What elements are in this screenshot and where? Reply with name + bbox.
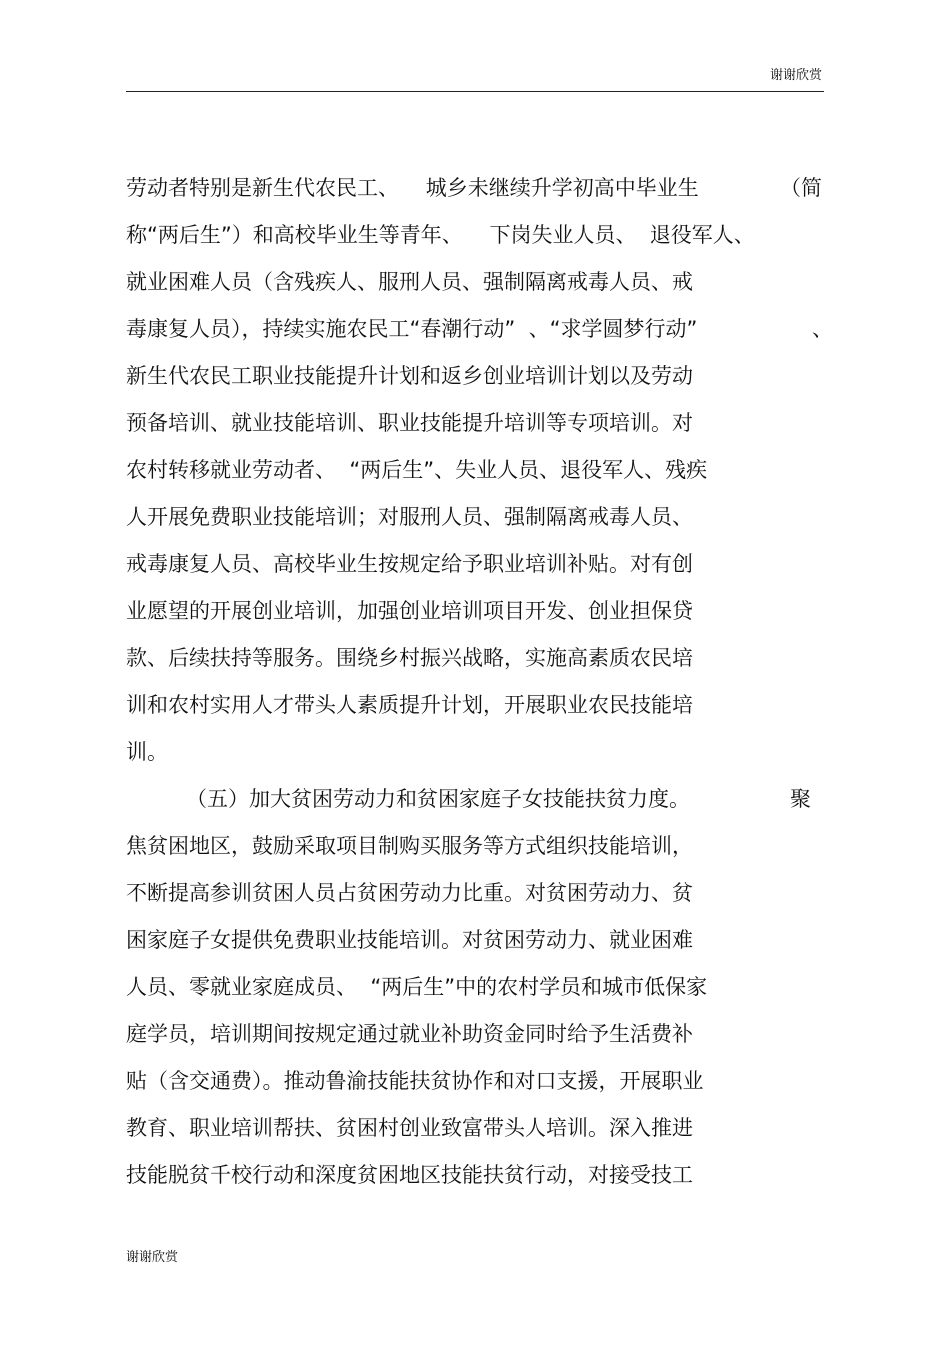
text-line: 不断提高参训贫困人员占贫困劳动力比重。对贫困劳动力、贫 [126, 881, 693, 905]
text-line: 预备培训、就业技能培训、职业技能提升培训等专项培训。对 [126, 411, 693, 435]
page-header-text: 谢谢欣赏 [769, 68, 822, 83]
text-line: 人员、零就业家庭成员、 “两后生”中的农村学员和城市低保家 [126, 975, 708, 999]
text-line: 焦贫困地区，鼓励采取项目制购买服务等方式组织技能培训， [126, 834, 693, 858]
section-heading-text: （五）加大贫困劳动力和贫困家庭子女技能扶贫力度。 [186, 787, 690, 811]
text-line [126, 170, 846, 217]
text-line: 困家庭子女提供免费职业技能培训。对贫困劳动力、就业困难 [126, 928, 693, 952]
text-line: 农村转移就业劳动者、 “两后生”、失业人员、退役军人、残疾 [126, 458, 708, 482]
text-line: 新生代农民工职业技能提升计划和返乡创业培训计划以及劳动 [126, 364, 693, 388]
text-line: 庭学员，培训期间按规定通过就业补助资金同时给予生活费补 [126, 1022, 693, 1046]
text-line: 贴（含交通费）。推动鲁渝技能扶贫协作和对口支援，开展职业 [126, 1069, 704, 1093]
text-line: 教育、职业培训帮扶、贫困村创业致富带头人培训。深入推进 [126, 1116, 693, 1140]
text-line: 称“两后生”）和高校毕业生等青年、 下岗失业人员、 退役军人、 [126, 223, 755, 247]
text-line: 训和农村实用人才带头人素质提升计划，开展职业农民技能培 [126, 693, 693, 717]
page-footer-text: 谢谢欣赏 [126, 1250, 179, 1265]
document-body [126, 170, 846, 1204]
line-tail: 聚 [790, 787, 811, 811]
line-tail: 、 [812, 317, 833, 341]
text-line: 训。 [126, 740, 168, 764]
line-text: 毒康复人员），持续实施农民工“春潮行动” 、“求学圆梦行动” [126, 317, 698, 341]
text-line: 技能脱贫千校行动和深度贫困地区技能扶贫行动，对接受技工 [126, 1163, 693, 1187]
header-divider [126, 91, 824, 92]
text-line: 款、后续扶持等服务。围绕乡村振兴战略，实施高素质农民培 [126, 646, 693, 670]
line-text: 劳动者特别是新生代农民工、 城乡未继续升学初高中毕业生 [126, 176, 699, 200]
section-heading-line [126, 781, 846, 828]
text-line [126, 311, 846, 358]
text-line: 业愿望的开展创业培训，加强创业培训项目开发、创业担保贷 [126, 599, 693, 623]
text-line: 人开展免费职业技能培训；对服刑人员、强制隔离戒毒人员、 [126, 505, 693, 529]
text-line: 就业困难人员（含残疾人、服刑人员、强制隔离戒毒人员、戒 [126, 270, 693, 294]
text-line: 戒毒康复人员、高校毕业生按规定给予职业培训补贴。对有创 [126, 552, 693, 576]
line-tail: （简 [780, 176, 822, 200]
